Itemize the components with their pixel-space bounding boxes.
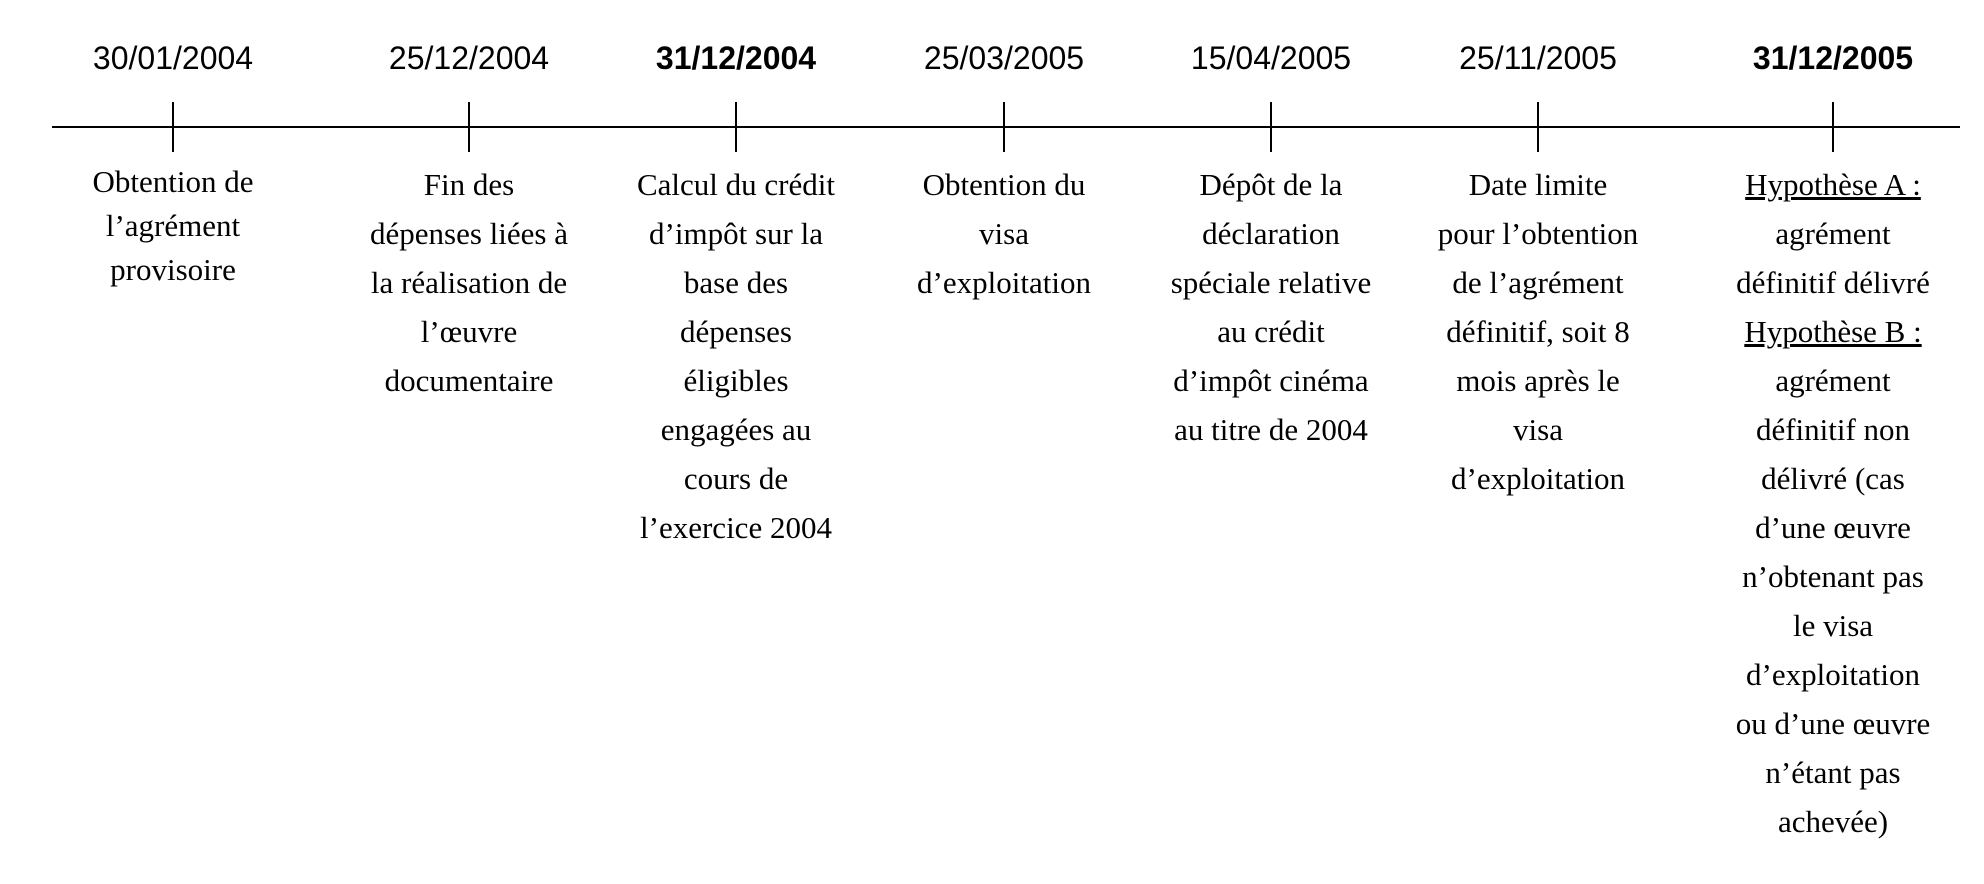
milestone-description xyxy=(43,160,303,292)
milestone-date: 15/04/2005 xyxy=(1190,40,1352,76)
milestone-tick xyxy=(735,102,737,152)
description-line: définitif délivré xyxy=(1736,265,1930,300)
description-line: définitif non xyxy=(1755,412,1911,447)
description-line: au titre de 2004 xyxy=(1174,412,1368,447)
milestone-description xyxy=(1703,160,1963,846)
hypothesis-b-heading: Hypothèse B : xyxy=(1744,314,1922,349)
description-line: pour l’obtention xyxy=(1437,216,1639,251)
description-line: l’agrément xyxy=(105,208,241,243)
description-line: ou d’une œuvre xyxy=(1735,706,1931,741)
description-line: mois après le xyxy=(1456,363,1620,398)
description-line: engagées au xyxy=(660,412,812,447)
milestone-tick xyxy=(1832,102,1834,152)
milestone-date: 25/11/2005 xyxy=(1459,40,1617,76)
description-line: éligibles xyxy=(683,363,789,398)
milestone-tick xyxy=(468,102,470,152)
milestone-tick xyxy=(172,102,174,152)
description-line: visa xyxy=(1513,412,1563,447)
milestone-description xyxy=(1141,160,1401,454)
description-line: Obtention de xyxy=(92,164,254,199)
description-line: le visa xyxy=(1792,608,1874,643)
description-line: agrément xyxy=(1775,363,1891,398)
milestone-tick xyxy=(1537,102,1539,152)
description-line: Fin des xyxy=(423,167,515,202)
description-line: déclaration xyxy=(1202,216,1340,251)
description-line: Obtention du xyxy=(922,167,1086,202)
description-line: n’étant pas xyxy=(1765,755,1901,790)
description-line: définitif, soit 8 xyxy=(1446,314,1630,349)
milestone-description xyxy=(874,160,1134,307)
description-line: la réalisation de xyxy=(370,265,568,300)
timeline-axis xyxy=(52,126,1960,128)
milestone-date: 25/03/2005 xyxy=(923,40,1085,76)
description-line: provisoire xyxy=(110,252,236,287)
milestone-tick xyxy=(1270,102,1272,152)
milestone-tick xyxy=(1003,102,1005,152)
description-line: Date limite xyxy=(1468,167,1608,202)
milestone-description xyxy=(1408,160,1668,503)
description-line: d’impôt cinéma xyxy=(1173,363,1369,398)
milestone-description xyxy=(339,160,599,405)
description-line: documentaire xyxy=(384,363,554,398)
description-line: dépenses xyxy=(680,314,792,349)
description-line: délivré (cas xyxy=(1761,461,1905,496)
description-line: l’exercice 2004 xyxy=(640,510,832,545)
description-line: spéciale relative xyxy=(1170,265,1372,300)
description-line: d’impôt sur la xyxy=(649,216,823,251)
description-line: d’exploitation xyxy=(917,265,1091,300)
hypothesis-a-heading: Hypothèse A : xyxy=(1745,167,1921,202)
description-line: l’œuvre xyxy=(420,314,518,349)
description-line: n’obtenant pas xyxy=(1742,559,1924,594)
milestone-date: 30/01/2004 xyxy=(92,40,254,76)
description-line: Dépôt de la xyxy=(1199,167,1343,202)
description-line: cours de xyxy=(683,461,789,496)
description-line: Calcul du crédit xyxy=(637,167,835,202)
description-line: agrément xyxy=(1775,216,1891,251)
milestone-date: 31/12/2005 xyxy=(1752,40,1914,76)
description-line: d’une œuvre xyxy=(1755,510,1911,545)
description-line: visa xyxy=(979,216,1029,251)
description-line: au crédit xyxy=(1217,314,1325,349)
description-line: d’exploitation xyxy=(1746,657,1920,692)
milestone-description xyxy=(606,160,866,552)
description-line: dépenses liées à xyxy=(370,216,568,251)
description-line: de l’agrément xyxy=(1452,265,1624,300)
milestone-date: 31/12/2004 xyxy=(655,40,817,76)
milestone-date: 25/12/2004 xyxy=(388,40,550,76)
description-line: d’exploitation xyxy=(1451,461,1625,496)
description-line: base des xyxy=(683,265,789,300)
description-line: achevée) xyxy=(1777,804,1889,839)
